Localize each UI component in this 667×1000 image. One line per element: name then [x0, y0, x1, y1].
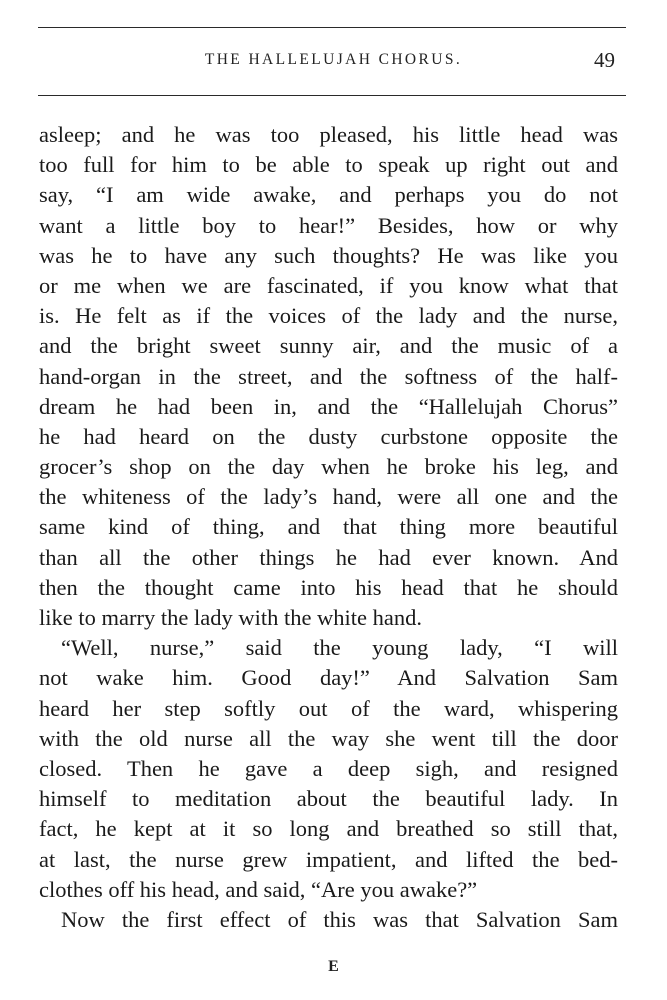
page-number: 49 [594, 48, 615, 72]
text-line: then the thought came into his head that he should [39, 574, 618, 600]
text-line: with the old nurse all the way she went till the door [39, 725, 618, 751]
paragraph-start-line: “Well, nurse,” said the young lady, “I will [61, 635, 618, 661]
text-line: asleep; and he was too pleased, his little head was [39, 122, 618, 147]
header-bottom-rule [38, 95, 626, 96]
text-line: want a little boy to hear!” Besides, how or why [39, 212, 618, 238]
signature-mark: E [328, 958, 339, 975]
text-line: is. He felt as if the voices of the lady and the nurse, [39, 303, 618, 329]
text-line: the whiteness of the lady’s hand, were all one and the [39, 484, 618, 510]
text-line: he had heard on the dusty curbstone opposite the [39, 423, 618, 449]
text-line: say, “I am wide awake, and perhaps you do not [39, 182, 618, 208]
running-title: THE HALLELUJAH CHORUS. [204, 51, 463, 68]
text-line: or me when we are fascinated, if you know what that [39, 272, 618, 298]
text-line: fact, he kept at it so long and breathed so still that, [39, 816, 618, 842]
paragraph-start-line: Now the first effect of this was that Salvation Sam [61, 906, 618, 932]
text-line: hand-organ in the street, and the softness of the half- [39, 363, 618, 389]
body-text [39, 120, 618, 935]
text-line: heard her step softly out of the ward, whispering [39, 695, 618, 721]
text-line: himself to meditation about the beautiful lady. In [39, 786, 618, 812]
text-line: grocer’s shop on the day when he broke his leg, and [39, 454, 618, 480]
paragraph-end-line: like to marry the lady with the white hand. [39, 605, 423, 630]
paragraph-end-line: clothes off his head, and said, “Are you awake?” [39, 876, 478, 902]
text-line: dream he had been in, and the “Hallelujah Chorus” [39, 393, 618, 419]
text-line: not wake him. Good day!” And Salvation Sam [39, 665, 618, 691]
text-line: closed. Then he gave a deep sigh, and resigned [39, 755, 618, 781]
text-line: same kind of thing, and that thing more beautiful [39, 514, 618, 540]
text-line: and the bright sweet sunny air, and the music of a [39, 333, 618, 359]
text-line: too full for him to be able to speak up right out and [39, 152, 618, 178]
text-line: than all the other things he had ever known. And [39, 544, 618, 570]
header-top-rule [38, 27, 626, 28]
text-line: was he to have any such thoughts? He was like you [39, 242, 618, 268]
text-line: at last, the nurse grew impatient, and lifted the bed- [39, 846, 618, 872]
